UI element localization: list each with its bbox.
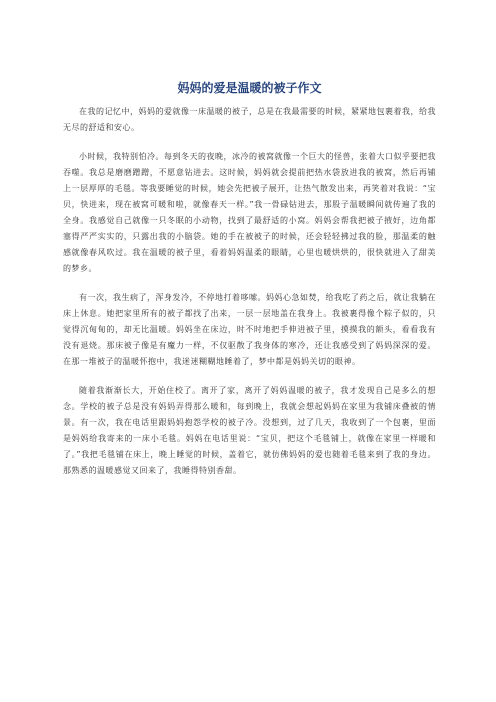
- paragraph-illness: 有一次，我生病了，浑身发冷，不停地打着哆嗦。妈妈心急如焚，给我吃了药之后，就让我躺在床上休息。她把家里所有的被子都找了出来，一层一层地盖在我身上。我被裹得像个粽子似的，只觉得沉甸甸的，却无比温暖。妈妈坐在床边，时不时地把手伸进被子里，摸摸我的额头，看看我有没有退烧。那床被子像是有魔力一样，不仅驱散了我身体的寒冷，还让我感受到了妈妈深深的爱。在那一堆被子的温暖怀抱中，我迷迷糊糊地睡着了，梦中都是妈妈关切的眼神。: [63, 293, 436, 366]
- document-title: 妈妈的爱是温暖的被子作文: [177, 81, 322, 95]
- paragraph-boarding-school: 随着我渐渐长大，开始住校了。离开了家，离开了妈妈温暖的被子，我才发现自己是多么的想念。学校的被子总是没有妈妈弄得那么暖和，每到晚上，我就会想起妈妈在家里为我铺床叠被的情景。有一次，我在电话里跟妈妈抱怨学校的被子冷。没想到，过了几天，我收到了一个包裹，里面是妈妈给我寄来的一床小毛毯。妈妈在电话里说：“宝贝，把这个毛毯铺上，就像在家里一样暖和了。”我把毛毯铺在床上，晚上睡觉的时候，盖着它，就仿佛妈妈的爱也随着毛毯来到了我的身边。那熟悉的温暖感觉又回来了，我睡得特别香甜。: [63, 386, 436, 475]
- paragraph-childhood: 小时候，我特别怕冷。每到冬天的夜晚，冰冷的被窝就像一个巨大的怪兽，张着大口似乎要把我吞噬。我总是磨磨蹭蹭，不愿意钻进去。这时候，妈妈就会提前把热水袋放进我的被窝，然后再铺上一层厚厚的毛毯。等我要睡觉的时候，她会先把被子展开，让热气散发出来，再笑着对我说：“宝贝，快进来，现在被窝可暖和啦，就像春天一样。”我一骨碌钻进去，那股子温暖瞬间就传遍了我的全身。我感觉自己就像一只冬眠的小动物，找到了最舒适的小窝。妈妈会帮我把被子掖好，边角都塞得严严实实的，只露出我的小脑袋。她的手在被被子的时候，还会轻轻拂过我的脸，那温柔的触感就像春风吹过。我在温暖的被子里，看着妈妈温柔的眼睛，心里也暖烘烘的，很快就进入了甜美的梦乡。: [63, 152, 436, 273]
- paragraph-intro: 在我的记忆中，妈妈的爱就像一床温暖的被子，总是在我最需要的时候，紧紧地包裹着我，给我无尽的舒适和安心。: [63, 107, 436, 132]
